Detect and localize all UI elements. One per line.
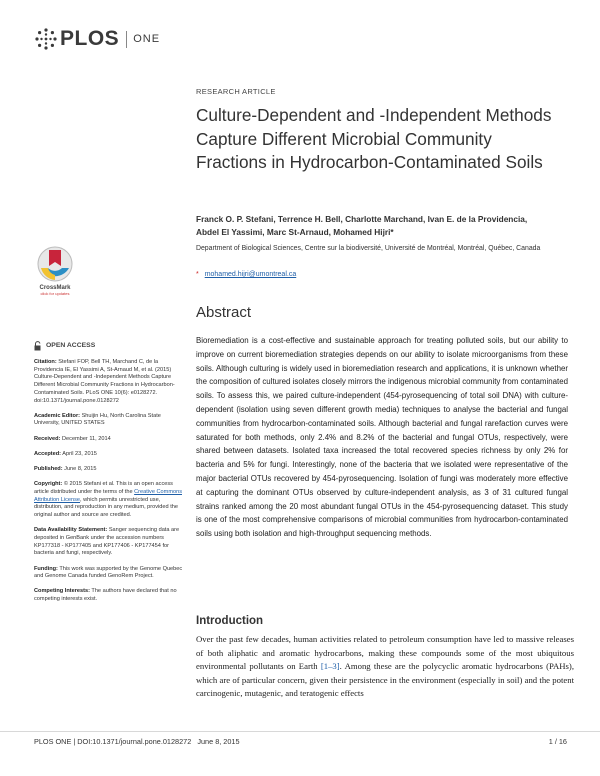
crossmark-badge[interactable]: [33, 244, 77, 296]
published-label: Published:: [34, 466, 63, 473]
published-date: June 8, 2015: [62, 466, 97, 473]
citation-label: Citation:: [34, 359, 57, 365]
copyright-info: [34, 481, 186, 520]
plos-dots-icon: [34, 27, 58, 51]
received-info: [34, 436, 186, 444]
crossmark-label: CrossMark: [39, 285, 71, 291]
abstract-heading: Abstract: [196, 304, 252, 321]
funding-label: Funding:: [34, 565, 58, 572]
logo-divider: [126, 31, 127, 48]
introduction-text: [196, 633, 574, 701]
funding-text: This work was supported by the Genome Quebec and Genome Canada funded GenoRem Project.: [34, 565, 183, 580]
open-lock-icon: [34, 341, 42, 351]
abstract-text: Bioremediation is a cost-effective and sustainable approach for treating polluted soils, but our ability to improve on current bioremediation strategies depends on our ability to isolate microorganisms from these soils. Although culturing is widely used in bioremediation research and applications, it is unknown whether the composition of cultured isolates closely mirrors the indigenous microbial community from contaminated soils. To assess this, we paired culture-independent (454-pyrosequencing of total soil DNA) with culture-dependent (isolation using seven different growth media) techniques to analyse the bacterial and fungal communities from hydrocarbon-contaminated soils. Although bacterial and fungal rarefaction curves were saturated for both methods, only 2.4% and 8.2% of the bacterial and fungal OTUs, respectively, were shared between datasets. Isolated taxa increased the total recovered species richness by only 2% for bacteria and 5% for fungi. Interestingly, none of the bacteria that we isolated were representative of the major bacterial OTUs recovered by 454-pyrosequencing. Isolation of fungi was moderately more effective at capturing the dominant OTUs observed by culture-independent analysis, as 3 of 31 cultured fungal strains ranked among the 20 most abundant fungal OTUs in the 454-pyrosequencing dataset. This study is one of the most comprehensive comparisons of microbial communities from hydrocarbon-contaminated soils using both isolation and high-throughput sequencing methods.: [196, 336, 568, 539]
article-info-sidebar: [34, 341, 186, 611]
journal-name: ONE: [133, 33, 161, 45]
data-availability-info: [34, 527, 186, 558]
editor-info: [34, 413, 186, 428]
accepted-date: April 23, 2015: [61, 450, 97, 457]
competing-interests-info: [34, 588, 186, 603]
data-availability-label: Data Availability Statement:: [34, 527, 108, 534]
crossmark-icon: [35, 244, 75, 284]
page-number: 1 / 16: [548, 737, 567, 746]
author-line: Franck O. P. Stefani, Terrence H. Bell, Charlotte Marchand, Ivan E. de la Providencia,: [196, 214, 528, 224]
footer-citation: PLOS ONE | DOI:10.1371/journal.pone.0128272 June 8, 2015: [34, 737, 240, 746]
open-access-label: OPEN ACCESS: [46, 342, 96, 350]
editor-label: Academic Editor:: [34, 412, 81, 419]
data-availability-text: Sanger sequencing data are deposited in GenBank under the accession numbers KP177318 - KP177405 and KP177406 - KP177454 for bacteria and fungi, respectively.: [34, 527, 180, 557]
received-date: December 11, 2014: [60, 435, 111, 442]
article-title: Culture-Dependent and -Independent Methods Capture Different Microbial Community Fractions in Hydrocarbon-Contaminated Soils: [196, 105, 552, 172]
email-link[interactable]: mohamed.hijri@umontreal.ca: [204, 271, 297, 278]
competing-interests-label: Competing Interests:: [34, 588, 90, 595]
citation-info: [34, 359, 186, 405]
accepted-info: [34, 451, 186, 459]
received-label: Received:: [34, 435, 61, 442]
accepted-label: Accepted:: [34, 450, 62, 457]
copyright-text: © 2015 Stefani et al. This is an open access article distributed under the terms of the: [34, 481, 173, 495]
author-list: [196, 213, 556, 238]
competing-interests-text: The authors have declared that no competing interests exist.: [34, 588, 177, 603]
email-marker: *: [196, 271, 199, 278]
brand-name: PLOS: [60, 27, 120, 50]
affiliation: Department of Biological Sciences, Centre sur la biodiversité, Université de Montréal, Montréal, Québec, Canada: [196, 245, 541, 252]
editor-text: Shuijin Hu, North Carolina State University, UNITED STATES: [34, 412, 161, 427]
introduction-heading: Introduction: [196, 615, 264, 627]
copyright-label: Copyright:: [34, 481, 63, 488]
corresponding-email: [196, 271, 296, 278]
published-info: [34, 466, 186, 474]
citation-text: Stefani FOP, Bell TH, Marchand C, de la Providencia IE, El Yassimi A, St-Arnaud M, et al. (2015) Culture-Dependent and -Independent Methods Capture Different Microbial Community Fractions in Hydrocarbon-Contaminated Soils. PLoS ONE 10(6): e0128272. doi:10.1371/journal.pone.0128272: [34, 359, 175, 404]
intro-text-part: . Among these are the polycyclic aromatic hydrocarbons (PAHs), which are of particular concern, given their persistence in the environment (especially in soil) and the potent carcinogenic, mutagenic, and teratogenic effects: [196, 661, 574, 698]
journal-logo[interactable]: [34, 27, 160, 51]
footer-divider: [0, 731, 600, 732]
crossmark-sublabel: click for updates: [40, 291, 70, 296]
open-access-badge: [34, 341, 186, 351]
intro-text-part: Over the past few decades, human activities related to petroleum consumption have led to massive releases of both aliphatic and aromatic hydrocarbons, making these compounds some of the most ubiquitous environmental pollutants on Earth: [196, 634, 574, 671]
funding-info: [34, 566, 186, 581]
author-line: Abdel El Yassimi, Marc St-Arnaud, Mohamed Hijri*: [196, 226, 394, 237]
citation-link[interactable]: [1–3]: [320, 661, 340, 671]
copyright-text: , which permits unrestricted use, distribution, and reproduction in any medium, provided the original author and source are credited.: [34, 496, 178, 519]
license-link[interactable]: Creative Commons Attribution License: [34, 488, 182, 503]
article-type: RESEARCH ARTICLE: [196, 87, 276, 96]
